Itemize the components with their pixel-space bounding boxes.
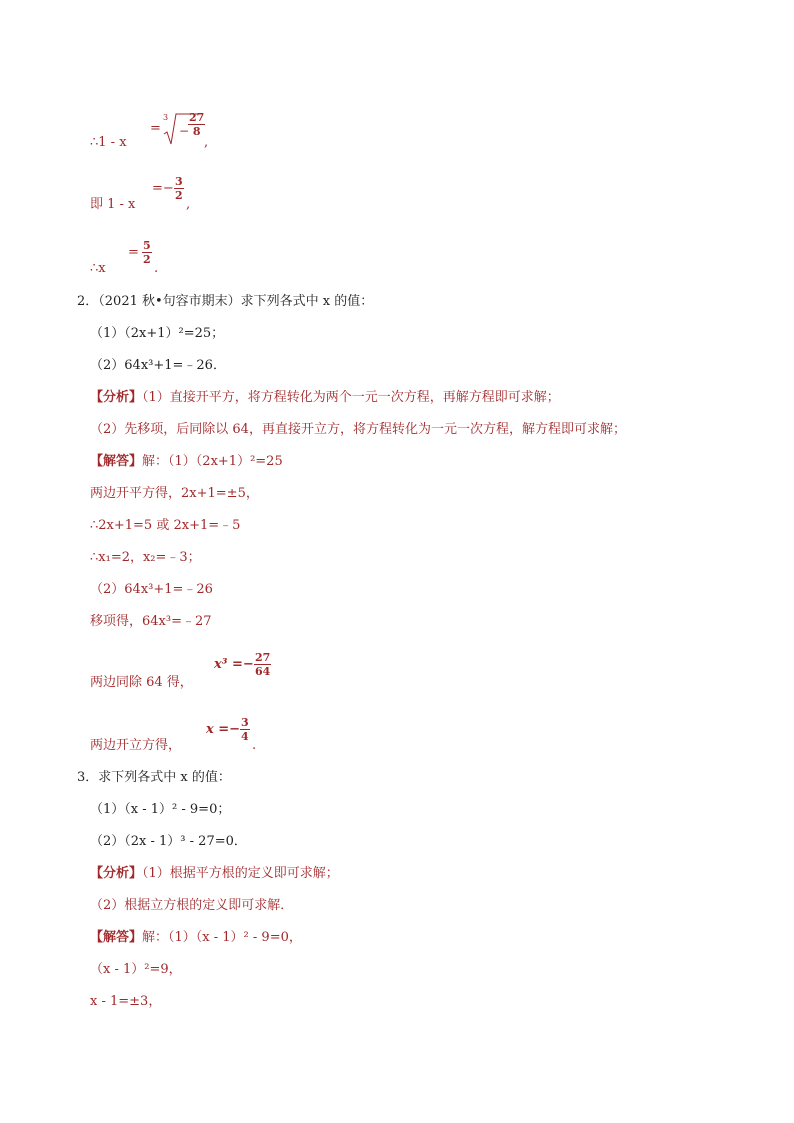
solution-line-3-prefix: ∴x: [90, 261, 106, 276]
problem-2-step-4: 移项得，64x³=﹣27: [90, 614, 212, 629]
radical-fraction: [188, 112, 205, 137]
problem-2-eq2-repeat: （2）64x³+1=﹣26: [90, 582, 213, 597]
problem-3-heading: [77, 771, 231, 784]
value-fraction-3: $\frac{5}{2}$: [143, 239, 151, 266]
radical-tail: ,: [204, 135, 209, 150]
problem-2-source: （2021 秋•句容市期末）: [98, 294, 241, 309]
problem-2-analysis-1: 【分析】（1）直接开平方，将方程转化为两个一元一次方程，再解方程即可求解；: [90, 390, 560, 405]
answer-tag: 【解答】: [90, 930, 143, 945]
problem-3-prompt: 求下列各式中 x 的值：: [98, 770, 231, 785]
radical-numerator: 27: [189, 111, 205, 124]
problem-2-analysis-2: （2）先移项，后同除以 64，再直接开立方，将方程转化为一元一次方程，解方程即可求解；: [90, 422, 626, 437]
problem-2-eq2: （2）64x³+1=﹣26．: [90, 358, 226, 373]
radical-minus-sign: −: [179, 124, 190, 138]
solution-line-3: [90, 262, 106, 275]
problem-3-number: 3．: [77, 770, 99, 785]
problem-2-answer-line: 【解答】解：（1）（2x+1）²=25: [90, 454, 283, 469]
problem-3-answer-line: 【解答】解：（1）（x - 1）² - 9=0，: [90, 930, 302, 945]
radical-index: 3: [163, 113, 169, 122]
problem-3-step-2: x - 1=±3，: [90, 994, 162, 1009]
problem-2-eq1: （1）（2x+1）²=25；: [90, 326, 225, 341]
problem-2-step-6-label: 两边开立方得，: [90, 738, 182, 753]
solution-line-2-prefix: 即 1 - x: [90, 197, 136, 212]
problem-2-number: 2．: [77, 294, 99, 309]
solution-line-1-prefix: ∴1 - x: [90, 135, 127, 150]
problem-2-heading: [77, 295, 373, 308]
problem-3-eq1: （1）（x - 1）² - 9=0；: [90, 802, 231, 817]
problem-2-step-1: 两边开平方得，2x+1=±5，: [90, 486, 259, 501]
analysis-tag: 【分析】: [90, 390, 143, 405]
step-5-fraction: $\frac{27}{64}$: [255, 651, 271, 678]
problem-2-prompt: 求下列各式中 x 的值：: [240, 294, 374, 309]
step-6-fraction: $\frac{3}{4}$: [241, 716, 249, 743]
problem-3-analysis-1: 【分析】（1）根据平方根的定义即可求解；: [90, 866, 339, 881]
analysis-tag: 【分析】: [90, 866, 143, 881]
solution-line-2: [90, 198, 135, 211]
problem-2-step-5-label: 两边同除 64 得，: [90, 675, 193, 690]
problem-3-analysis-2: （2）根据立方根的定义即可求解．: [90, 898, 294, 913]
radical-denominator: 8: [192, 125, 201, 138]
problem-2-step-2: ∴2x+1=5 或 2x+1=﹣5: [90, 518, 241, 533]
problem-3-step-1: （x - 1）²=9，: [90, 962, 182, 977]
problem-2-step-3: ∴x₁=2，x₂=﹣3；: [90, 550, 201, 565]
value-fraction-2: $\frac{3}{2}$: [175, 175, 183, 202]
problem-3-eq2: （2）（2x - 1）³ - 27=0．: [90, 834, 247, 849]
answer-tag: 【解答】: [90, 454, 143, 469]
solution-line-1: [90, 136, 127, 149]
